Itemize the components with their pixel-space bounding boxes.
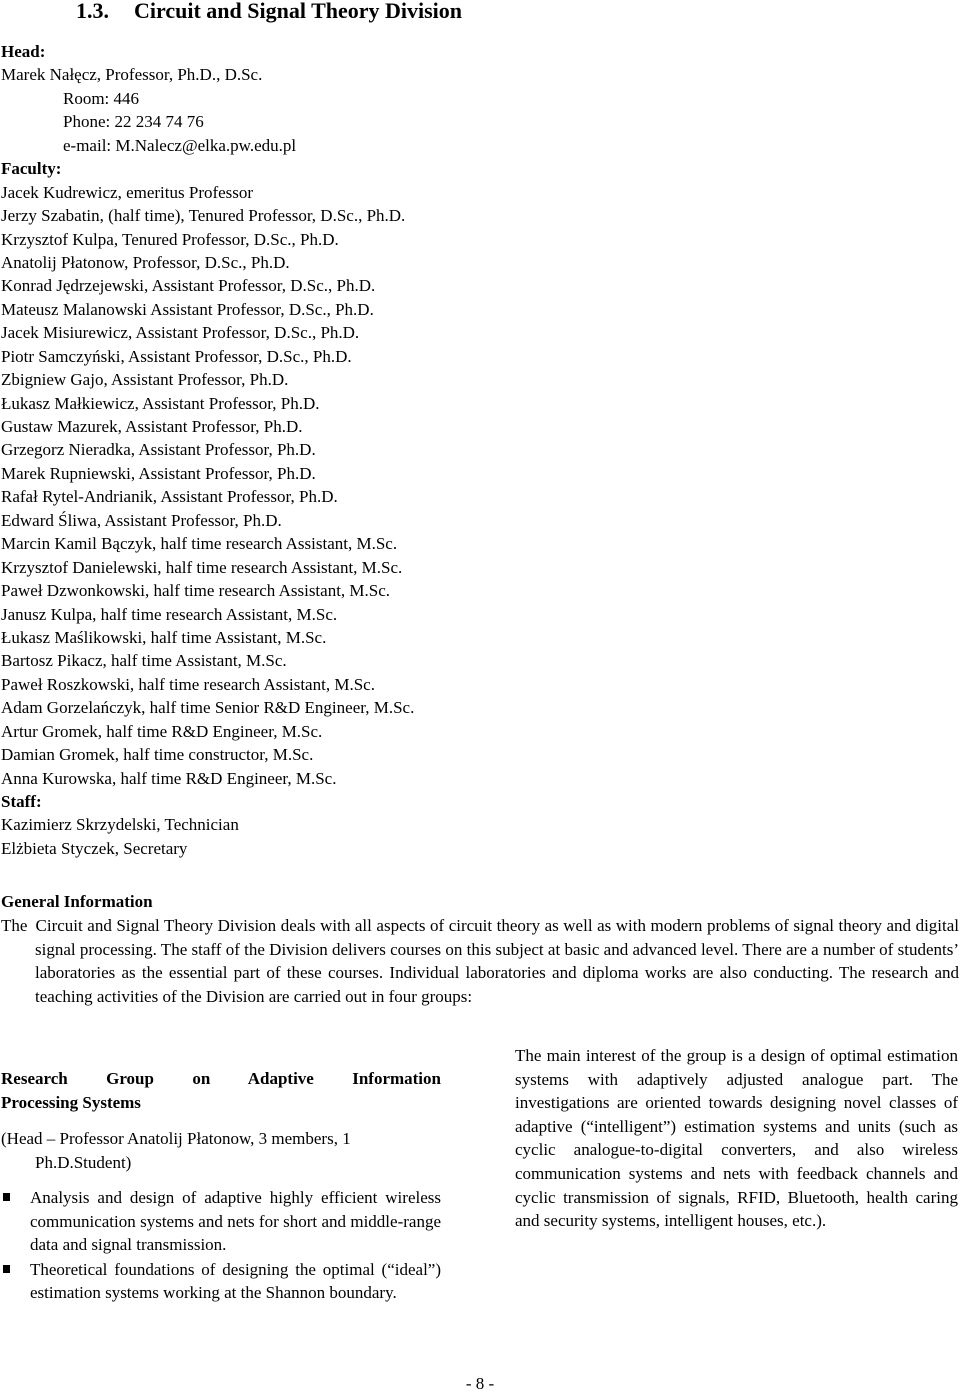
- general-information-heading: General Information: [1, 892, 153, 911]
- faculty-member: Anatolij Płatonow, Professor, D.Sc., Ph.D.: [1, 252, 290, 272]
- faculty-member: Bartosz Pikacz, half time Assistant, M.Sc.: [1, 651, 287, 671]
- list-item-text: Theoretical foundations of designing the optimal (“ideal”) estimation systems working at the Shannon boundary.: [30, 1259, 441, 1303]
- faculty-member: Jacek Kudrewicz, emeritus Professor: [1, 182, 254, 202]
- faculty-member: Jerzy Szabatin, (half time), Tenured Professor, D.Sc., Ph.D.: [1, 206, 406, 226]
- faculty-member: Anna Kurowska, half time R&D Engineer, M.Sc.: [1, 768, 337, 788]
- head-email: e-mail: M.Nalecz@elka.pw.edu.pl: [63, 135, 297, 155]
- list-item-text: Analysis and design of adaptive highly efficient wireless communication systems and nets for short and middle-range data and signal transmission.: [30, 1188, 441, 1255]
- research-group-description: The main interest of the group is a design of optimal estimation systems with adaptively adjusted analogue part. The investigations are oriented towards designing novel classes of adaptive (“intelligent”) estimation systems and units (such as cyclic analogue-to-digital converters, and also wireless communication systems and nets with feedback channels and cyclic transmission of signals, RFID, Bluetooth, health caring and security systems, intelligent houses, etc.).: [515, 1046, 958, 1231]
- faculty-member: Rafał Rytel-Andrianik, Assistant Professor, Ph.D.: [1, 487, 338, 507]
- faculty-member: Janusz Kulpa, half time research Assistant, M.Sc.: [1, 604, 338, 624]
- research-topics-list: [1, 1186, 441, 1305]
- faculty-member: Krzysztof Danielewski, half time research Assistant, M.Sc.: [1, 557, 403, 577]
- faculty-member: Artur Gromek, half time R&D Engineer, M.Sc.: [1, 721, 323, 741]
- list-item: [1, 1186, 441, 1257]
- staff-member: Kazimierz Skrzydelski, Technician: [1, 815, 239, 835]
- faculty-member: Gustaw Mazurek, Assistant Professor, Ph.D.: [1, 417, 303, 436]
- bullet-square-icon: [3, 1265, 10, 1273]
- faculty-member: Marcin Kamil Bączyk, half time research Assistant, M.Sc.: [1, 534, 398, 554]
- staff-label: Staff:: [1, 792, 42, 811]
- faculty-member: Grzegorz Nieradka, Assistant Professor, Ph.D.: [1, 440, 316, 460]
- first-word: The: [1, 916, 28, 935]
- faculty-member: Zbigniew Gajo, Assistant Professor, Ph.D.: [1, 370, 289, 390]
- faculty-label: Faculty:: [1, 159, 62, 179]
- faculty-member: Krzysztof Kulpa, Tenured Professor, D.Sc., Ph.D.: [1, 229, 339, 249]
- faculty-member: Damian Gromek, half time constructor, M.Sc.: [1, 745, 314, 765]
- faculty-member: Jacek Misiurewicz, Assistant Professor, D.Sc., Ph.D.: [1, 323, 360, 343]
- general-information-text: [1, 914, 959, 1008]
- division-roster: [1, 40, 941, 860]
- head-label: Head:: [1, 42, 46, 61]
- section-number: 1.3.: [76, 0, 109, 23]
- bullet-square-icon: [3, 1193, 10, 1201]
- paragraph-body: Circuit and Signal Theory Division deals with all aspects of circuit theory as well as with modern problems of signal theory and digital signal processing. The staff of the Division delivers courses on this subject at basic and advanced level. There are a number of students’ laboratories as the essential part of these courses. Individual laboratories and diploma works are also conducting. The research and teaching activities of the Division are carried out in four groups:: [35, 916, 960, 1006]
- research-group-title-line: Research Group on Adaptive Information: [1, 1069, 441, 1088]
- faculty-member: Konrad Jędrzejewski, Assistant Professor, D.Sc., Ph.D.: [1, 276, 376, 296]
- head-phone: Phone: 22 234 74 76: [63, 112, 204, 132]
- research-group-title-line: Processing Systems: [1, 1093, 141, 1112]
- head-note-line: (Head – Professor Anatolij Płatonow, 3 members, 1: [1, 1129, 351, 1148]
- staff-member: Elżbieta Styczek, Secretary: [1, 838, 188, 858]
- list-item: [1, 1258, 441, 1305]
- faculty-member: Adam Gorzelańczyk, half time Senior R&D Engineer, M.Sc.: [1, 698, 415, 718]
- research-group-head-note: [1, 1127, 441, 1175]
- faculty-member: Edward Śliwa, Assistant Professor, Ph.D.: [1, 510, 282, 530]
- research-group-title: [1, 1067, 441, 1115]
- faculty-member: Mateusz Malanowski Assistant Professor, D.Sc., Ph.D.: [1, 299, 374, 319]
- faculty-member: Marek Rupniewski, Assistant Professor, Ph.D.: [1, 463, 316, 483]
- faculty-member: Paweł Dzwonkowski, half time research Assistant, M.Sc.: [1, 581, 391, 601]
- head-name: Marek Nałęcz, Professor, Ph.D., D.Sc.: [1, 65, 263, 85]
- general-information: [1, 890, 959, 1008]
- faculty-member: Łukasz Małkiewicz, Assistant Professor, Ph.D.: [1, 393, 320, 413]
- faculty-member: Łukasz Maślikowski, half time Assistant, M.Sc.: [1, 627, 327, 647]
- section-title: [76, 0, 462, 24]
- research-group-left-column: [1, 1067, 441, 1306]
- section-title-text: Circuit and Signal Theory Division: [134, 0, 463, 23]
- faculty-member: Paweł Roszkowski, half time research Assistant, M.Sc.: [1, 674, 375, 694]
- page-number: - 8 -: [465, 1374, 495, 1393]
- faculty-member: Piotr Samczyński, Assistant Professor, D.Sc., Ph.D.: [1, 346, 352, 366]
- head-note-line: Ph.D.Student): [35, 1153, 132, 1172]
- head-room: Room: 446: [63, 88, 140, 108]
